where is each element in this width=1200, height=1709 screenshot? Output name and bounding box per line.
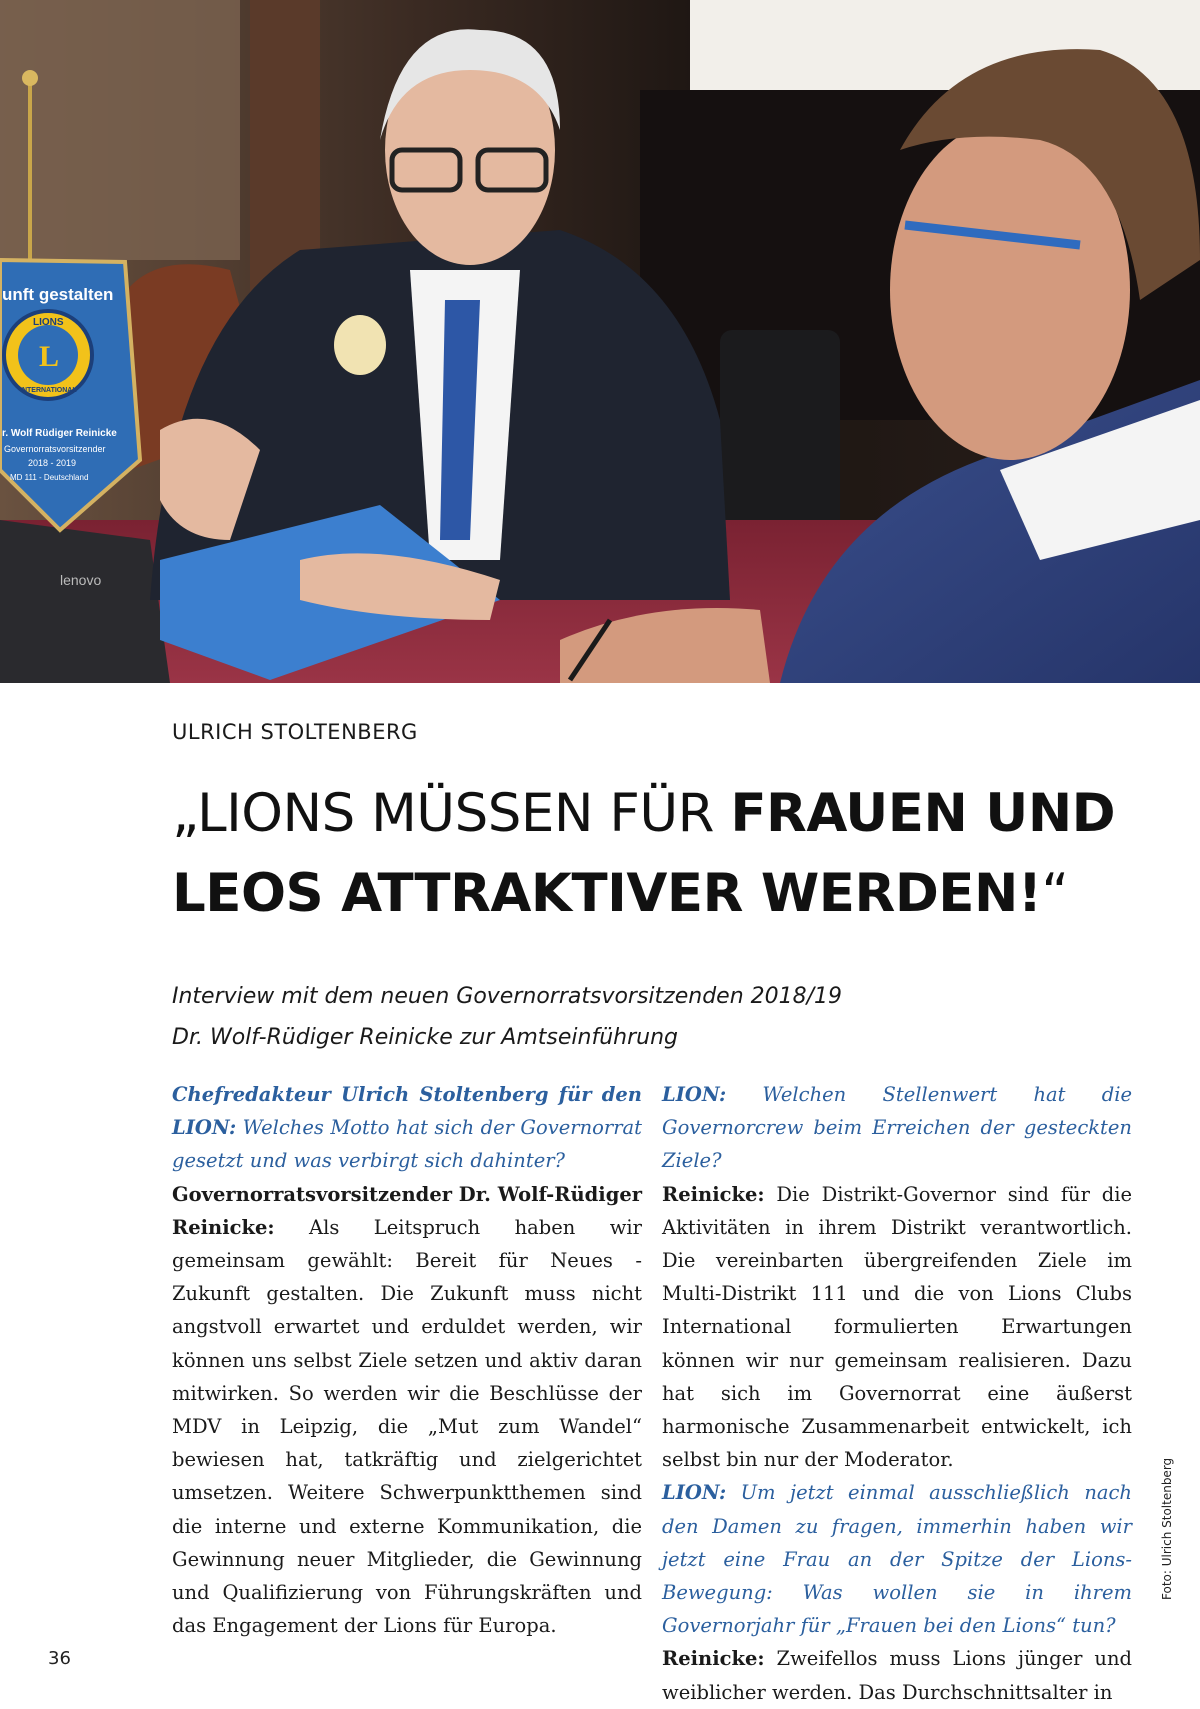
answer-2-speaker: Reinicke: bbox=[662, 1182, 765, 1206]
answer-1-speaker: Governorratsvorsitzender Dr. Wolf-Rüdiger Reinicke: bbox=[172, 1182, 643, 1239]
headline-closing-quote: “ bbox=[1041, 863, 1069, 924]
banner-md-text: MD 111 - Deutschland bbox=[10, 473, 89, 482]
answer-3-speaker: Reinicke: bbox=[662, 1647, 765, 1671]
banner-years-text: 2018 - 2019 bbox=[28, 458, 77, 468]
question-2-lead: LION: bbox=[662, 1083, 727, 1106]
banner-role-text: Governorratsvorsitzender bbox=[4, 444, 106, 454]
banner-name-text: r. Wolf Rüdiger Reinicke bbox=[2, 428, 117, 439]
photo-credit: Foto: Ulrich Stoltenberg bbox=[1160, 1457, 1174, 1600]
header-photo bbox=[0, 0, 1200, 683]
name-badge bbox=[334, 315, 386, 375]
question-2-text: Welchen Stellenwert hat die Governorcrew beim Erreichen der gesteckten Ziele? bbox=[662, 1083, 1132, 1173]
laptop bbox=[0, 520, 170, 683]
page-number: 36 bbox=[48, 1648, 71, 1669]
headline-light: „LIONS MÜSSEN FÜR bbox=[172, 783, 731, 844]
wall-panel bbox=[0, 0, 240, 260]
subtitle-line-2: Dr. Wolf-Rüdiger Reinicke zur Amtseinführung bbox=[172, 1025, 678, 1050]
headline-bold-2: LEOS ATTRAKTIVER WERDEN! bbox=[172, 863, 1042, 924]
article-column-right bbox=[662, 1078, 1132, 1709]
lions-logo-bottom-text: INTERNATIONAL bbox=[20, 387, 77, 394]
headline-bold-1: FRAUEN UND bbox=[730, 783, 1116, 844]
headline bbox=[172, 774, 1132, 934]
answer-3-text: Zweifellos muss Lions jünger und weiblicher werden. Das Durchschnittsalter in bbox=[662, 1647, 1132, 1704]
author-name: ULRICH STOLTENBERG bbox=[172, 720, 418, 744]
banner-motto-text: unft gestalten bbox=[2, 285, 114, 304]
answer-2-text: Die Distrikt-Governor sind für die Aktivitäten in ihrem Distrikt verantwortlich. Die vereinbarten übergreifenden Ziele im Multi-Distrikt 111 und die von Lions Clubs International formulierten Erwartungen können wir nur gemeinsam realisieren. Dazu hat sich im Governorrat eine äußerst harmonische Zusammenarbeit entwickelt, ich selbst bin nur der Moderator. bbox=[662, 1182, 1132, 1472]
question-1-text: Welches Motto hat sich der Governorrat gesetzt und was verbirgt sich dahinter? bbox=[172, 1116, 642, 1173]
laptop-brand-text: lenovo bbox=[60, 572, 102, 588]
lions-logo-letter: L bbox=[39, 340, 60, 373]
question-3-lead: LION: bbox=[662, 1481, 727, 1505]
lions-logo-top-text: LIONS bbox=[33, 317, 64, 328]
article-column-left bbox=[172, 1078, 642, 1642]
question-1-lead: Chefredakteur Ulrich Stoltenberg für den LION: bbox=[172, 1083, 642, 1140]
subtitle bbox=[172, 976, 842, 1058]
question-3-text: Um jetzt einmal ausschließlich nach den Damen zu fragen, immerhin haben wir jetzt eine Frau an der Spitze der Lions-Bewegung: Was wollen sie in ihrem Governorjahr für „Frauen bei den Lions“ tun? bbox=[662, 1481, 1132, 1638]
answer-1-text: Als Leitspruch haben wir gemeinsam gewählt: Bereit für Neues - Zukunft gestalten. Die Zukunft muss nicht angstvoll erwartet und erduldet werden, wir können uns selbst Ziele setzen und aktiv daran mitwirken. So werden wir die Beschlüsse der MDV in Leipzig, die „Mut zum Wandel“ bewiesen hat, tatkräftig und zielgerichtet umsetzen. Weitere Schwerpunktthemen sind die interne und externe Kommunikation, die Gewinnung neuer Mitglieder, die Gewinnung und Qualifizierung von Führungskräften und das Engagement der Lions für Europa. bbox=[172, 1215, 642, 1638]
subtitle-line-1: Interview mit dem neuen Governorratsvorsitzenden 2018/19 bbox=[172, 984, 843, 1009]
banner-pole-knob bbox=[22, 70, 38, 86]
